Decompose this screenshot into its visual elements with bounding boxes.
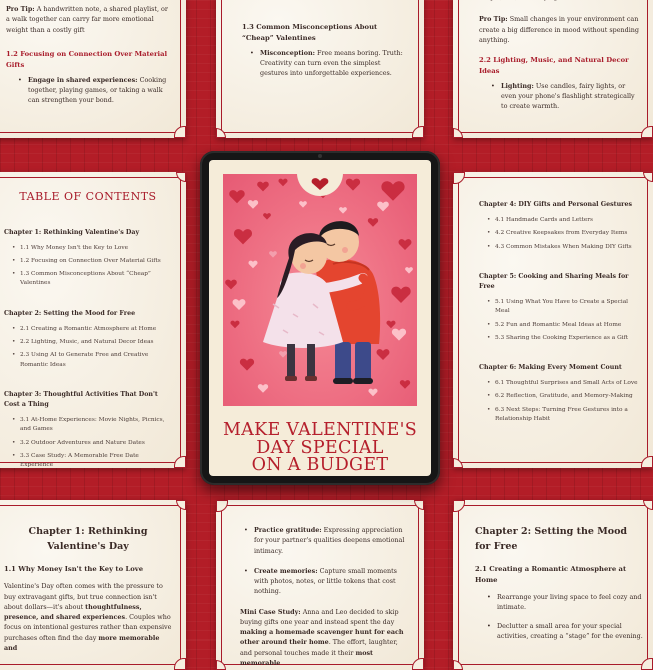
body-paragraph: Valentine's Day often comes with the pressure to buy extravagant gifts, but true connection isn't about dollars—it's about thoughtfulness, presence, and shared experiences. Couples who focus on intentional gestures rather than expensive purchases often find the day more memorable and (4, 582, 172, 652)
pro-tip: Pro Tip: Small changes in your environment can create a big difference in mood without spending anything. (479, 15, 639, 44)
heart-icon (297, 172, 343, 194)
bullet: • Misconception: Free means boring. Truth: Creativity can turn even the simplest gestures into unforgettable experiences. (246, 48, 406, 79)
toc-item[interactable]: • 3.1 At-Home Experiences: Movie Nights, Picnics, and Games (4, 416, 172, 435)
toc-chapter-title[interactable]: Chapter 2: Setting the Mood for Free (4, 309, 136, 317)
toc-item[interactable]: • 1.1 Why Money Isn't the Key to Love (4, 244, 172, 253)
chapter-title: Chapter 2: Setting the Mood for Free (475, 526, 628, 553)
bullet: • Practice gratitude: Expressing appreciation for your partner's qualities deepens emotional intimacy. (240, 525, 408, 556)
toc-item[interactable]: • 1.3 Common Misconceptions About “Cheap” Valentines (4, 270, 172, 289)
section-title: 1.3 Common Misconceptions About “Cheap” Valentines (242, 23, 378, 42)
bullet: • Rearrange your living space to feel cozy and intimate. (483, 592, 643, 613)
bullet: • Engage in shared experiences: Cooking together, playing games, or taking a walk can strengthen your bond. (14, 75, 172, 106)
toc-title: TABLE OF CONTENTS (19, 190, 157, 203)
toc-item[interactable]: • 3.3 Case Study: A Memorable Free Date Experience (4, 452, 172, 471)
section-title: 2.1 Creating a Romantic Atmosphere at Home (475, 565, 627, 585)
page-top-center (216, 0, 424, 138)
toc-item[interactable]: • 4.2 Creative Keepsakes from Everyday Items (479, 229, 641, 238)
page-bottom-right (453, 500, 653, 670)
page-toc (0, 172, 186, 468)
section-title: 1.2 Focusing on Connection Over Material Gifts (6, 49, 168, 69)
toc-item[interactable]: • 6.1 Thoughtful Surprises and Small Acts of Love (479, 379, 641, 388)
cover-illustration (223, 174, 417, 406)
chapter-title: Chapter 1: Rethinking Valentine's Day (28, 526, 148, 553)
toc-chapter (479, 200, 641, 252)
toc-chapter (4, 390, 172, 470)
page-toc-continued (453, 172, 653, 468)
case-study: Mini Case Study: Anna and Leo decided to skip buying gifts one year and instead spent the day making a homemade scavenger hunt for each other around their home. The effort, laughter, and personal touches made it their most memorable (240, 607, 404, 667)
toc-item[interactable]: • 3.2 Outdoor Adventures and Nature Dates (4, 439, 172, 448)
page-top-left (0, 0, 186, 138)
top-text (479, 0, 641, 2)
toc-item[interactable]: • 1.2 Focusing on Connection Over Material Gifts (4, 257, 172, 266)
toc-item[interactable]: • 5.3 Sharing the Cooking Experience as a Gift (479, 334, 641, 343)
toc-item[interactable]: • 5.2 Fun and Romantic Meal Ideas at Home (479, 321, 641, 330)
toc-chapter-title[interactable]: Chapter 4: DIY Gifts and Personal Gestures (479, 201, 633, 208)
toc-item[interactable]: • 4.3 Common Mistakes When Making DIY Gifts (479, 243, 641, 252)
toc-chapter (4, 309, 172, 370)
toc-item[interactable]: • 6.3 Next Steps: Turning Free Gestures into a Relationship Habit (479, 406, 641, 425)
toc-item[interactable]: • 2.1 Creating a Romantic Atmosphere at Home (4, 325, 172, 334)
toc-chapter-title[interactable]: Chapter 6: Making Every Moment Count (479, 364, 622, 372)
toc-chapter-title[interactable]: Chapter 5: Cooking and Sharing Meals for Free (479, 272, 629, 290)
toc-chapter (4, 228, 172, 289)
frame-notch (297, 172, 343, 196)
bullet: • Declutter a small area for your special activities, creating a “stage” for the evening. (483, 621, 643, 642)
toc-item[interactable]: • 2.3 Using AI to Generate Free and Creative Romantic Ideas (4, 351, 172, 370)
tablet-screen[interactable] (209, 160, 431, 476)
toc-item[interactable]: • 4.1 Handmade Cards and Letters (479, 216, 641, 225)
toc-item[interactable]: • 6.2 Reflection, Gratitude, and Memory-Making (479, 392, 641, 401)
page-top-right (453, 0, 653, 138)
hugging-couple-illustration (223, 174, 417, 406)
section-title: 2.2 Lighting, Music, and Natural Decor Ideas (479, 56, 629, 75)
bullet: • Create memories: Capture small moments with photos, notes, or little tokens that cost nothing. (240, 566, 408, 597)
section-title: 1.1 Why Money Isn't the Key to Love (4, 565, 144, 574)
toc-chapter-title[interactable]: Chapter 3: Thoughtful Activities That Don't Cost a Thing (4, 390, 158, 408)
page-bottom-center (216, 500, 424, 670)
page-bottom-left (0, 500, 186, 670)
toc-chapter-title[interactable]: Chapter 1: Rethinking Valentine's Day (4, 228, 140, 236)
tablet-device (200, 151, 440, 485)
toc-chapter (479, 272, 641, 343)
toc-chapter (479, 363, 641, 424)
camera-dot (318, 154, 322, 158)
pro-tip: Pro Tip: A handwritten note, a shared playlist, or a walk together can carry far more emotional weight than a costly gift (6, 5, 168, 34)
bullet: • Lighting: Use candles, fairy lights, or even your phone's flashlight strategically to create warmth. (487, 81, 641, 112)
cover-title-line: MAKE VALENTINE'S (222, 420, 418, 440)
cover-title-line: ON A BUDGET (251, 455, 389, 475)
cover-title-line: DAY SPECIAL (256, 437, 384, 458)
cover-title (209, 422, 431, 475)
toc-item[interactable]: • 5.1 Using What You Have to Create a Special Meal (479, 298, 641, 317)
toc-item[interactable]: • 2.2 Lighting, Music, and Natural Decor Ideas (4, 338, 172, 347)
